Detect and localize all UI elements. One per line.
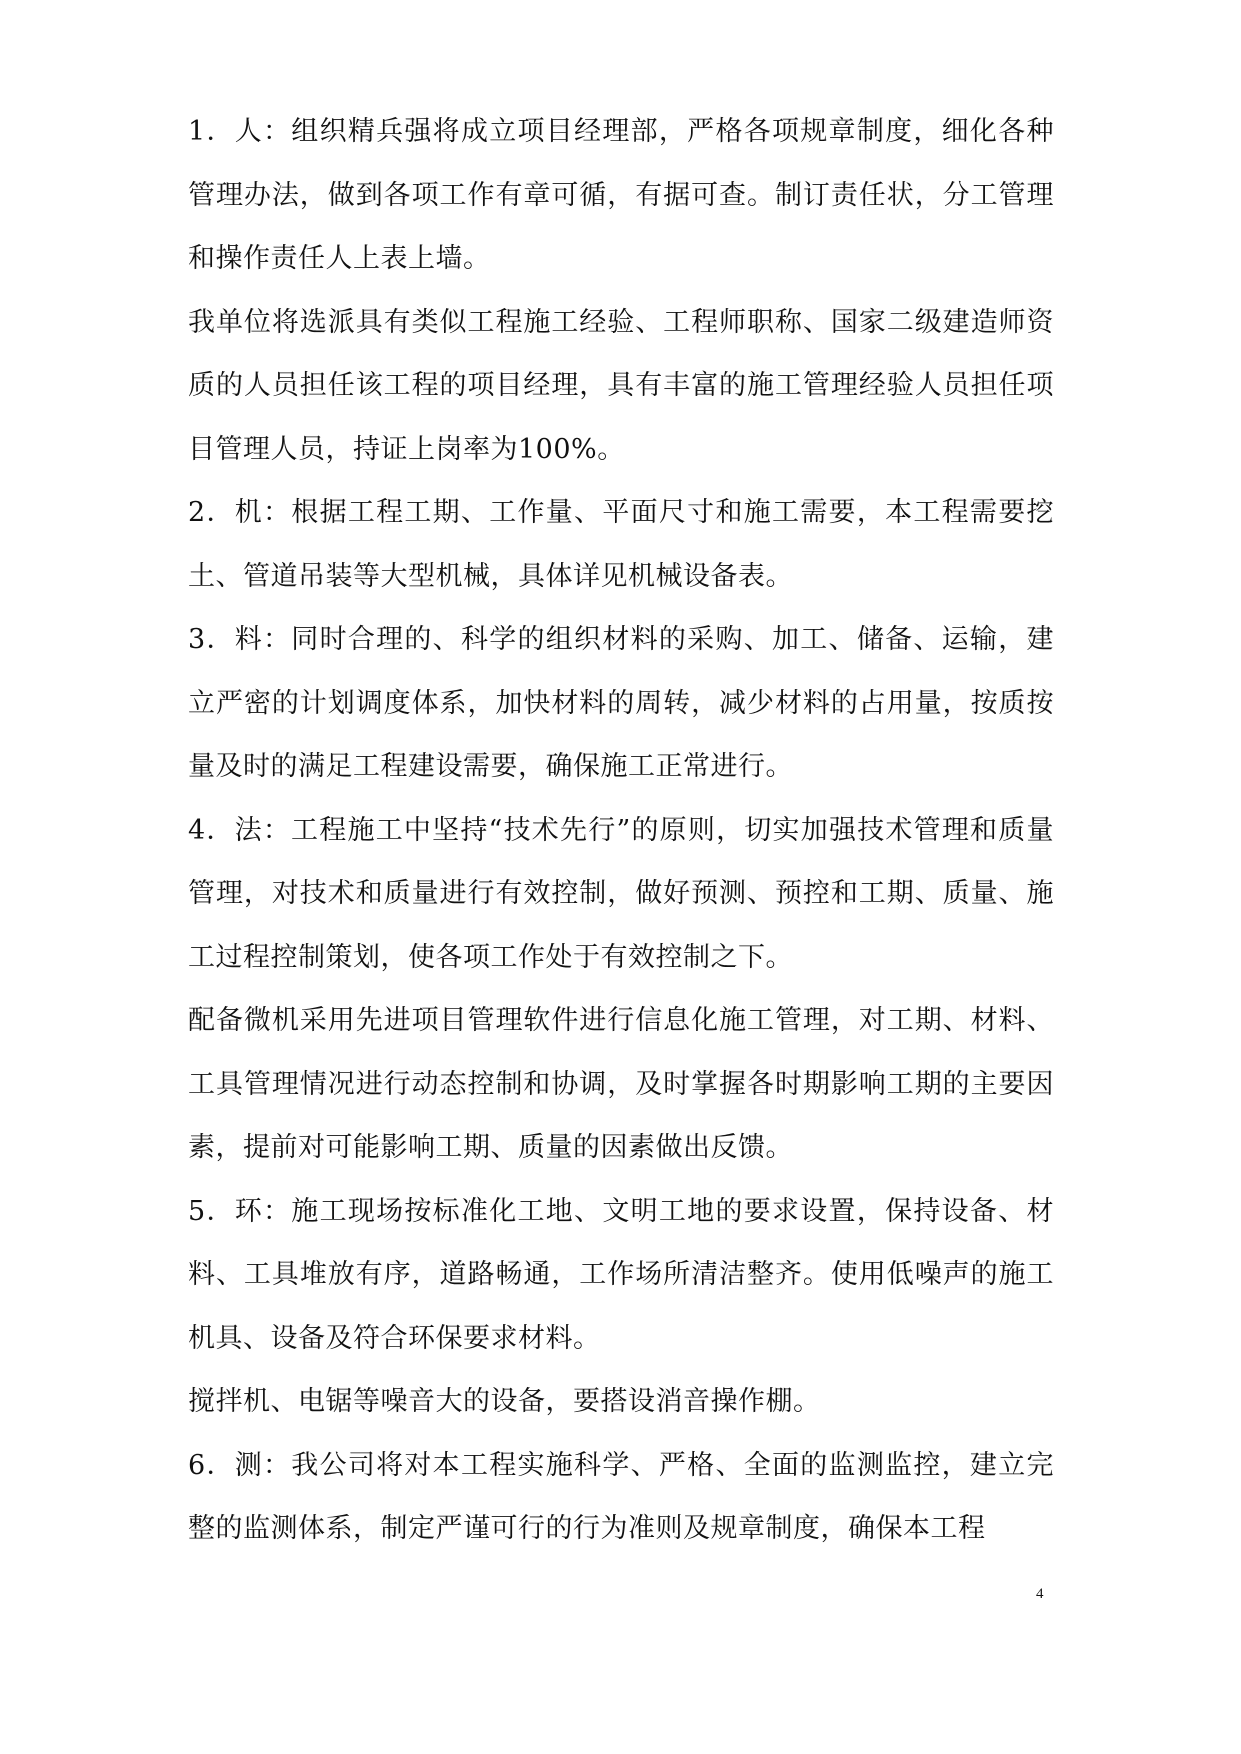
paragraph-methods: 4．法：工程施工中坚持“技术先行”的原则，切实加强技术管理和质量管理，对技术和质量进行有效控制，做好预测、预控和工期、质量、施工过程控制策划，使各项工作处于有效控制之下。 [188,814,1054,973]
document-body [188,100,1054,1561]
paragraph-personnel: 1．人：组织精兵强将成立项目经理部，严格各项规章制度，细化各种管理办法，做到各项工作有章可循，有据可查。制订责任状，分工管理和操作责任人上表上墙。 [188,116,1054,274]
paragraph-monitoring: 6．测：我公司将对本工程实施科学、严格、全面的监测监控，建立完整的监测体系，制定严谨可行的行为准则及规章制度，确保本工程 [188,1449,1054,1544]
paragraph-machinery: 2．机：根据工程工期、工作量、平面尺寸和施工需要，本工程需要挖土、管道吊装等大型机械，具体详见机械设备表。 [188,497,1054,592]
paragraph-environment: 5．环：施工现场按标准化工地、文明工地的要求设置，保持设备、材料、工具堆放有序，道路畅通，工作场所清洁整齐。使用低噪声的施工机具、设备及符合环保要求材料。 [188,1195,1054,1354]
paragraph-project-manager: 我单位将选派具有类似工程施工经验、工程师职称、国家二级建造师资质的人员担任该工程的项目经理，具有丰富的施工管理经验人员担任项目管理人员，持证上岗率为100%。 [188,306,1054,465]
page-number: 4 [1036,1586,1044,1602]
paragraph-materials: 3．料：同时合理的、科学的组织材料的采购、加工、储备、运输，建立严密的计划调度体系，加快材料的周转，减少材料的占用量，按质按量及时的满足工程建设需要，确保施工正常进行。 [188,624,1054,782]
paragraph-software-management: 配备微机采用先进项目管理软件进行信息化施工管理，对工期、材料、工具管理情况进行动态控制和协调，及时掌握各时期影响工期的主要因素，提前对可能影响工期、质量的因素做出反馈。 [188,1005,1054,1163]
paragraph-noise-control: 搅拌机、电锯等噪音大的设备，要搭设消音操作棚。 [188,1386,821,1417]
